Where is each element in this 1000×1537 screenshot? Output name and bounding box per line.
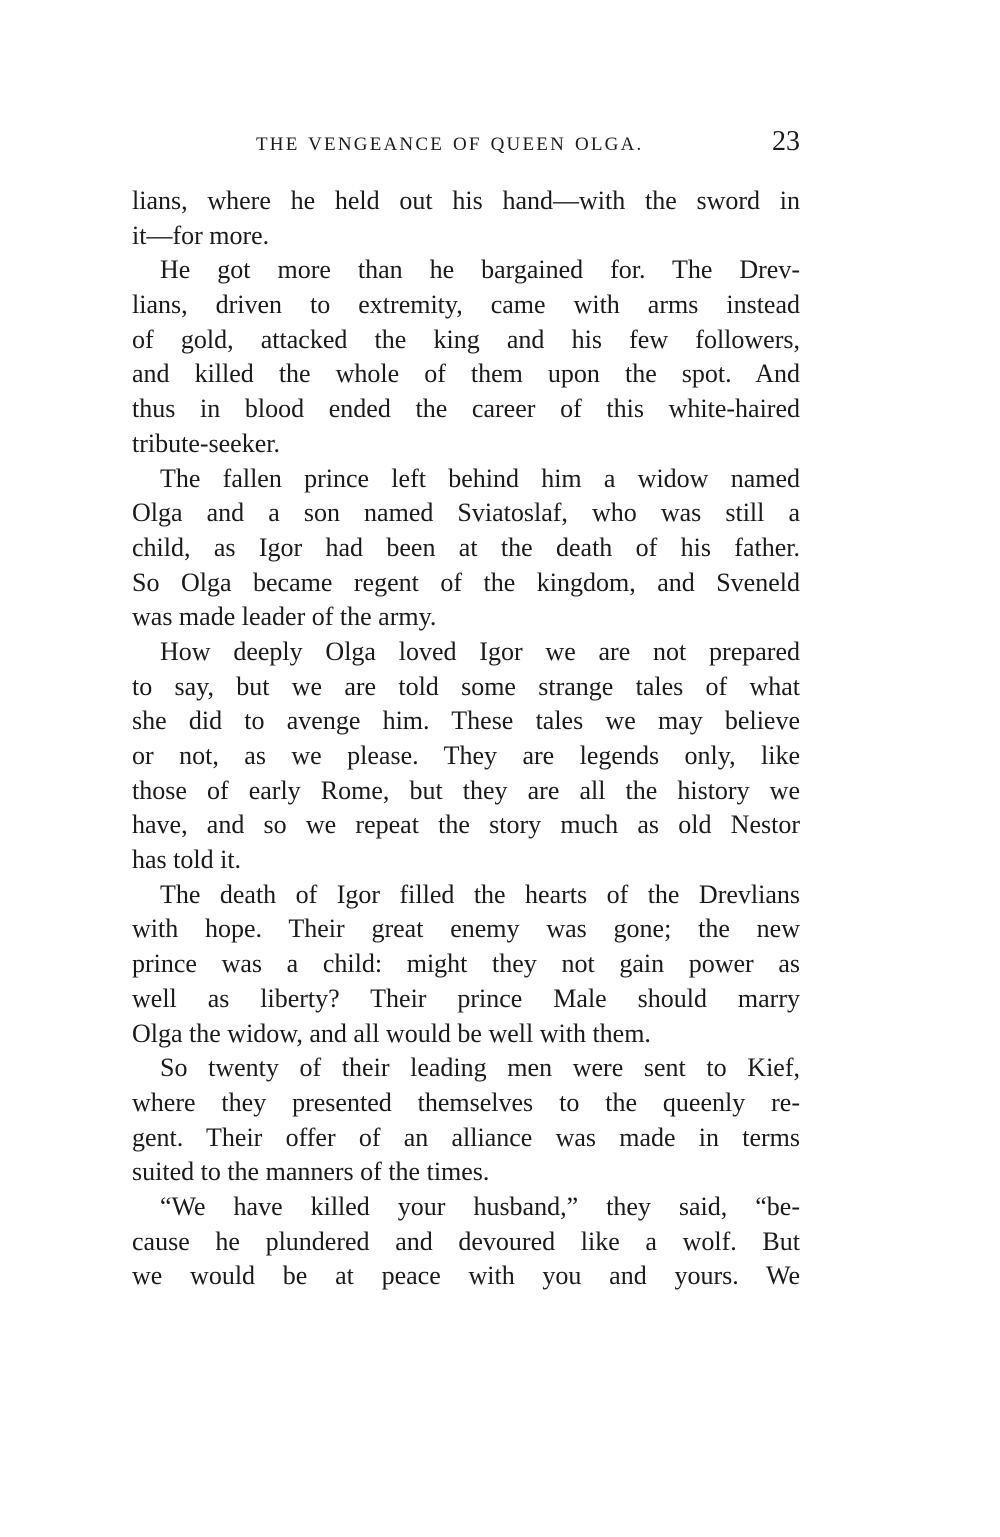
text-line: So Olga became regent of the kingdom, and Sveneld bbox=[132, 567, 800, 597]
text-line: lians, driven to extremity, came with arms instead bbox=[132, 290, 800, 320]
body-text bbox=[132, 184, 800, 1294]
text-line: she did to avenge him. These tales we may believe bbox=[132, 706, 800, 736]
text-line: those of early Rome, but they are all the history we bbox=[132, 775, 800, 805]
paragraph-first-line: How deeply Olga loved Igor we are not prepared bbox=[160, 636, 800, 666]
text-line: lians, where he held out his hand—with the sword in bbox=[132, 186, 800, 215]
text-line: we would be at peace with you and yours. We bbox=[132, 1261, 800, 1291]
text-line: have, and so we repeat the story much as old Nestor bbox=[132, 810, 800, 840]
paragraph-first-line: He got more than he bargained for. The Drev- bbox=[160, 255, 800, 285]
text-line: it—for more. bbox=[132, 220, 270, 250]
text-line: with hope. Their great enemy was gone; the new bbox=[132, 914, 800, 944]
text-line: child, as Igor had been at the death of his father. bbox=[132, 532, 800, 562]
paragraph-first-line: The fallen prince left behind him a widow named bbox=[160, 463, 800, 493]
text-line: thus in blood ended the career of this white-haired bbox=[132, 394, 800, 424]
text-line: suited to the manners of the times. bbox=[132, 1157, 490, 1187]
page-number: 23 bbox=[772, 126, 800, 157]
text-line: and killed the whole of them upon the spot. And bbox=[132, 359, 800, 389]
paragraph-first-line: “We have killed your husband,” they said, “be- bbox=[160, 1191, 800, 1221]
text-line: where they presented themselves to the queenly re- bbox=[132, 1087, 800, 1117]
running-head bbox=[132, 124, 800, 160]
text-line: cause he plundered and devoured like a wolf. But bbox=[132, 1226, 800, 1256]
text-line: of gold, attacked the king and his few followers, bbox=[132, 324, 800, 354]
text-line: was made leader of the army. bbox=[132, 602, 437, 632]
paragraph-first-line: The death of Igor filled the hearts of the Drevlians bbox=[160, 879, 800, 909]
text-line: has told it. bbox=[132, 845, 242, 875]
text-line: or not, as we please. They are legends only, like bbox=[132, 741, 800, 770]
text-line: tribute-seeker. bbox=[132, 428, 280, 458]
text-line: to say, but we are told some strange tales of what bbox=[132, 671, 800, 701]
text-line: Olga and a son named Sviatoslaf, who was still a bbox=[132, 498, 800, 528]
text-line: well as liberty? Their prince Male should marry bbox=[132, 983, 800, 1013]
running-title: THE VENGEANCE OF QUEEN OLGA. bbox=[256, 134, 644, 155]
text-line: prince was a child: might they not gain power as bbox=[132, 949, 800, 979]
text-line: gent. Their offer of an alliance was made in terms bbox=[132, 1122, 800, 1152]
text-line: Olga the widow, and all would be well with them. bbox=[132, 1018, 651, 1048]
paragraph-first-line: So twenty of their leading men were sent to Kief, bbox=[160, 1053, 800, 1083]
